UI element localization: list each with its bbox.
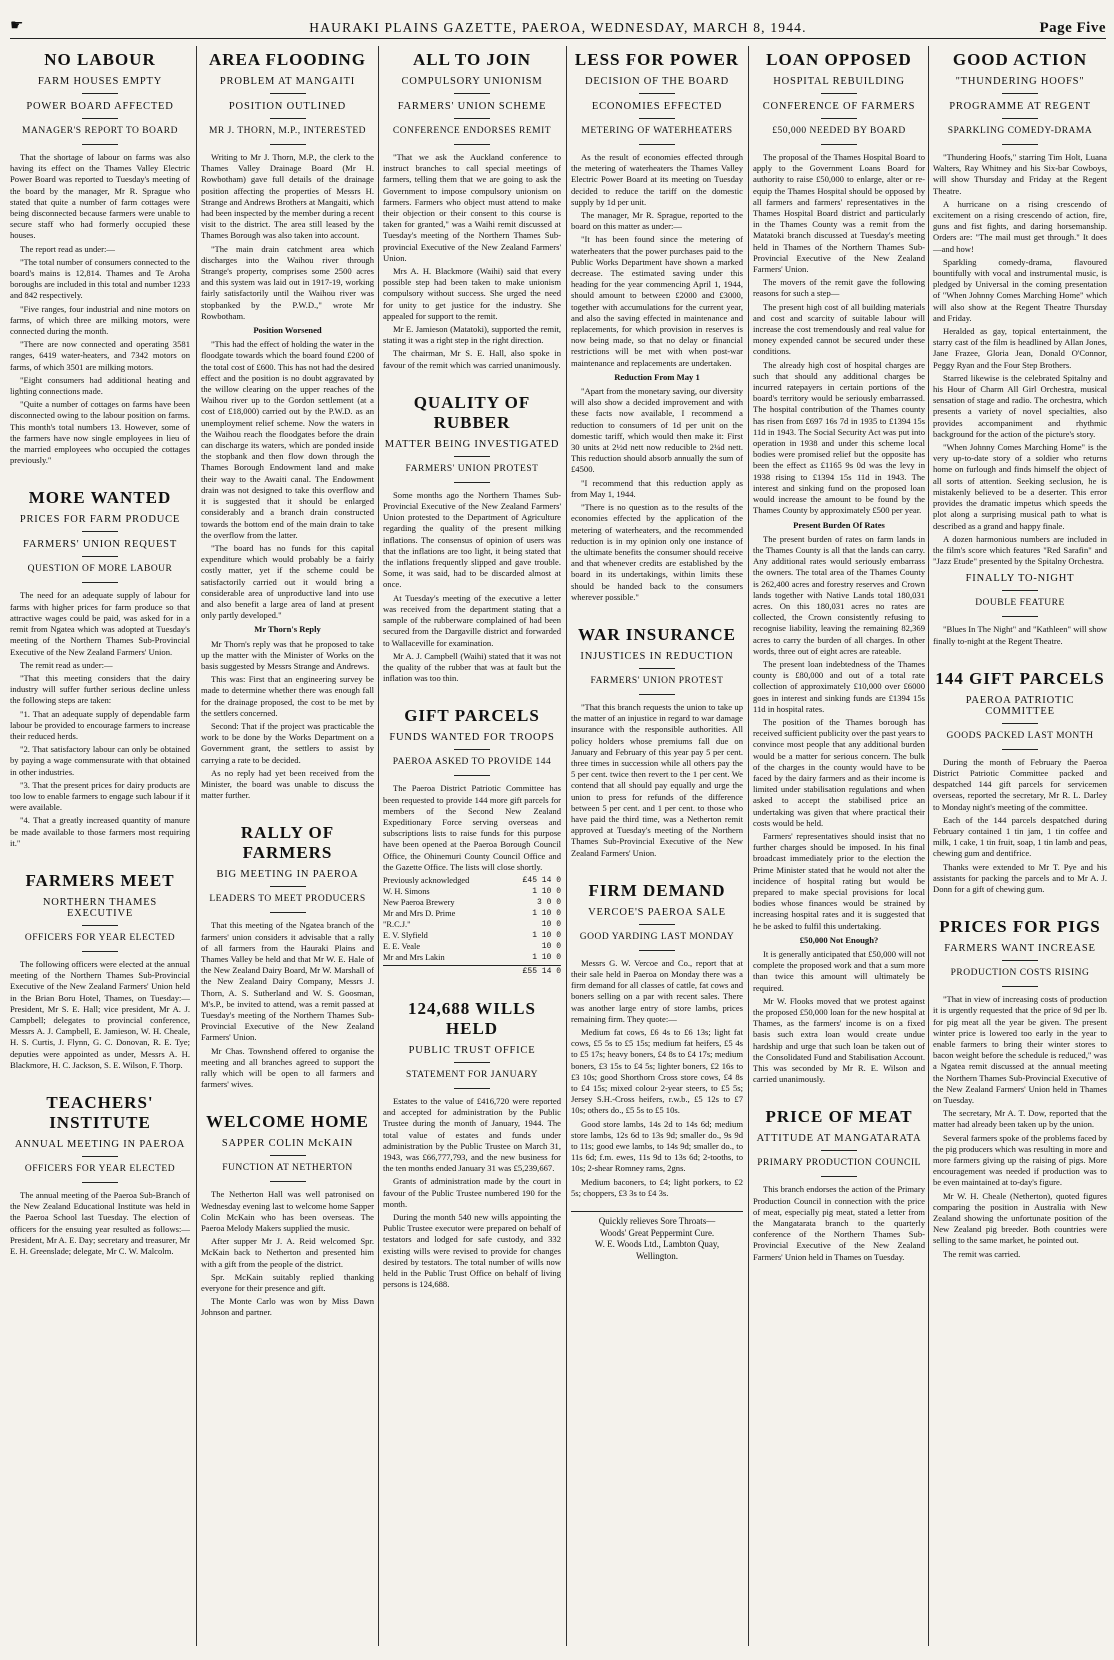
advert-line: Wellington.: [635, 1250, 679, 1261]
divider-rule: [270, 144, 306, 145]
article-paragraph: Some months ago the Northern Thames Sub-Provincial Executive of the New Zealand Farmers' Union protested to the Department of Agriculture regarding the quality of the present milking inflations. The consensus of opinion of users was that the inflations are too light, it being stated that the inflations frequently slipped and gave trouble. Some, it was said, had to be discarded almost at once.: [383, 489, 561, 590]
article-paragraph: "Blues In The Night" and "Kathleen" will show finally to-night at the Regent Theatre.: [933, 624, 1107, 646]
article-body: [201, 920, 374, 1090]
divider-rule: [82, 531, 118, 532]
article: [571, 881, 743, 1199]
article-body: [10, 590, 190, 848]
article-body: [383, 1096, 561, 1290]
article-subheading: GOODS PACKED LAST MONTH: [946, 730, 1094, 741]
article-paragraph: "Eight consumers had additional heating and lighting connections made.: [10, 374, 190, 397]
article-paragraph: Messrs G. W. Vercoe and Co., report that at their sale held in Paeroa on Monday there was a firm demand for all classes of cattle, fat cows and boners selling on a par with recent sales. There was another large entry of store lambs, prices remaining firm. They quote:—: [571, 957, 743, 1024]
article-paragraph: The chairman, Mr S. E. Hall, also spoke in favour of the remit which was carried unanimously.: [383, 348, 561, 370]
article-paragraph: As the result of economies effected through the metering of waterheaters the Thames Valley Electric Power Board at its meeting on Tuesday decided to reduce the tariff on the domestic supply by 1d per unit.: [571, 152, 743, 207]
article-paragraph: "That this branch requests the union to take up the matter of an injustice in regard to war damage insurance with the responsible authorities. All policy holders whose premiums fall due on January and February of this year pay 5 per cent. three times in succession while all others pay the 5 per cent. twice then revert to the 1 per cent. We contend that all should pay equally and urge the union to press for refunds of the difference between 5 per cent. and 1 per cent. to those who have paid the third time, was a Netherton remit approved at Tuesday's meeting of the Northern Thames Sub-Provincial Executive of the New Zealand Farmers' Union.: [571, 701, 743, 858]
article-paragraph: The position of the Thames borough has received sufficient publicity over the past years to convince most people that any additional burden would be a matter for serious concern. The bulk of the charges in the county would have to be faced by the dairy farmers and as their income is limited under stabilisation regulations and when asked to accept the stabilised price an undertaking was given that where practical their costs would be held.: [753, 716, 925, 828]
article-paragraph: The manager, Mr R. Sprague, reported to the board on this matter as under:—: [571, 210, 743, 232]
subscriber-name: E. V. Slyfield: [383, 930, 428, 940]
article-subheading: METERING OF WATERHEATERS: [581, 126, 733, 136]
article-headline: RALLY OF FARMERS: [240, 823, 335, 863]
divider-rule: [82, 556, 118, 557]
article-paragraph: During the month 540 new wills appointing the Public Trustee executor were prepared on behalf of testators and lodged for safe custody, and 332 existing wills were revised to provide for changes desired by testators. The total number of wills now held in the Public Trust Office on behalf of living persons is 124,688.: [383, 1211, 561, 1290]
divider-rule: [454, 1088, 490, 1089]
divider-rule: [1002, 590, 1038, 591]
article-paragraph: "The total number of consumers connected to the board's mains is 12,814. Thames and Te Aroha boroughs are included in this total and number 1233 and 842 respectively.: [10, 256, 190, 301]
subscription-amount: 3 0 0: [536, 897, 561, 907]
article: [753, 50, 925, 1085]
article-body: [201, 1189, 374, 1318]
divider-rule: [82, 582, 118, 583]
subscription-amount: 10 0: [541, 941, 561, 951]
article-subheading: PRICES FOR FARM PRODUCE: [19, 514, 181, 526]
divider-rule: [821, 1176, 857, 1177]
article-crosshead: Present Burden Of Rates: [793, 519, 885, 530]
article-subheading: FUNCTION AT NETHERTON: [222, 1163, 353, 1174]
subscription-total: £55 14 0: [383, 965, 561, 977]
divider-rule: [82, 1156, 118, 1157]
article-headline: ALL TO JOIN: [412, 50, 532, 69]
article-body: [383, 783, 561, 873]
article-paragraph: The remit was carried.: [943, 1248, 1021, 1259]
article-paragraph: Medium baconers, to £4; light porkers, to £2 5s; choppers, £3 3s to £4 3s.: [571, 1176, 743, 1198]
divider-rule: [270, 1181, 306, 1182]
subscription-row: [383, 919, 561, 930]
article-paragraph: The annual meeting of the Paeroa Sub-Branch of the New Zealand Educational Institute was held in the Paeroa School last Tuesday. The election of officers for the ensuing year resulted as follows:—President, Mr A. E. Day; secretary and treasurer, Mr E. H. Greenslade; delegate, Mr C. W. Malcolm.: [10, 1189, 190, 1256]
subscription-row: [383, 886, 561, 897]
masthead-title: HAURAKI PLAINS GAZETTE, PAEROA, WEDNESDAY, MARCH 8, 1944.: [309, 20, 807, 35]
column-2: [196, 46, 378, 1646]
divider-rule: [639, 144, 675, 145]
article-paragraph: "This had the effect of holding the water in the floodgate towards which the board found £200 of the total cost of £600. This has not had the desired effect and the position is no doubt aggravated by the willow clearing on the upper reaches of the Waihou river up to the Gordon settlement (at a cost of £18,000) carried out by the P.W.D. as an unemployment relief scheme. Now the waters in the Waihou reach the floodgates before the drain can discharge its waters, which are ponded inside the stopbank and then flow down through the Thames Borough Endowment land and make their way to the Awaiti canal. The Endowment drain was not designed to take this overflow and it is suggested that it should be enlarged considerably and a branch drain constructed towards the bottom end of the main drain to take the overflow from the latter.: [201, 339, 374, 540]
article-paragraph: Second: That if the project was practicable the work to be done by the Works Department on a Government grant, the settlers to assist by carrying a rate to be decided.: [201, 720, 374, 765]
subscription-amount: 1 10 0: [532, 886, 561, 896]
divider-rule: [454, 144, 490, 145]
divider-rule: [270, 118, 306, 119]
column-3: [378, 46, 565, 1646]
article-subheading: OFFICERS FOR YEAR ELECTED: [24, 1163, 176, 1174]
article-body: [753, 1184, 925, 1262]
article-paragraph: Mr E. Jamieson (Matatoki), supported the remit, stating it was a right step in the right direction.: [383, 324, 561, 346]
subscriber-name: W. H. Simons: [383, 886, 430, 896]
article-headline: LESS FOR POWER: [574, 50, 740, 69]
subscriber-name: Mr and Mrs Lakin: [383, 952, 445, 962]
article-paragraph: Sparkling comedy-drama, flavoured bountifully with vocal and instrumental music, is pledged by Universal in the coming presentation of "When Johnny Comes Marching Home" which will also show at the Regent Theatre Thursday and Friday.: [933, 256, 1107, 323]
article-paragraph: Mr Chas. Townshend offered to organise the meeting and all branches agreed to support the rally which will be open to all farmers and farmers' wives.: [201, 1045, 374, 1090]
article: [383, 50, 561, 371]
article-crosshead: Mr Thorn's Reply: [254, 624, 321, 635]
article-body: [571, 152, 743, 603]
article-subheading: MANAGER'S REPORT TO BOARD: [22, 126, 178, 136]
article-paragraph: The present burden of rates on farm lands in the Thames County is all that the lands can carry. Any additional rates would seriously embarrass the owners. The total area of the Thames County is 262,400 acres and forestry reserves and Crown lands together with Native Lands total 180,031 acres. On this 180,031 acres no rates are collected, the Crown consistently refusing to recognise liability, leaving the remaining 82,369 acres to carry the burden of all charges. In other words, three out of eight acres are rateable.: [753, 533, 925, 656]
divider-rule: [639, 924, 675, 925]
article-paragraph: "3. That the present prices for dairy products are too low to enable farmers to engage such labour if it were available.: [10, 779, 190, 813]
article-body: [201, 152, 374, 801]
article-body: [933, 994, 1107, 1260]
article-paragraph: The secretary, Mr A. T. Dow, reported that the matter had already been taken up by the union.: [933, 1108, 1107, 1130]
divider-rule: [639, 118, 675, 119]
article-paragraph: The present loan indebtedness of the Thames county is £80,000 and out of a total rate collection of approximately £10,000 over £6000 goes in interest and sinking funds are £1394 15s 11d in hospital rates.: [753, 658, 925, 714]
article-paragraph: "Five ranges, four industrial and nine motors on farms, of which three are milking motors, were connected during the month.: [10, 303, 190, 337]
article-headline: QUALITY OF RUBBER: [413, 392, 531, 432]
article: [571, 50, 743, 603]
article-headline: FIRM DEMAND: [588, 880, 726, 900]
subscription-amount: 1 10 0: [532, 930, 561, 940]
article: [933, 669, 1107, 895]
article-paragraph: "That this meeting considers that the dairy industry will suffer further serious decline unless the following steps are taken:: [10, 672, 190, 706]
article-subheading: FARMERS' UNION PROTEST: [590, 675, 724, 686]
article-headline: FARMERS MEET: [25, 870, 175, 890]
article-headline: 124,688 WILLS HELD: [408, 998, 536, 1038]
article-body: [933, 757, 1107, 895]
article-subheading: PAEROA PATRIOTIC COMMITTEE: [965, 694, 1075, 717]
article-paragraph: The Monte Carlo was won by Miss Dawn Johnson and partner.: [201, 1296, 374, 1318]
article: [933, 50, 1107, 567]
article-subheading: LEADERS TO MEET PRODUCERS: [209, 894, 366, 905]
article-paragraph: As no reply had yet been received from the Minister, the board was unable to discuss the matter further.: [201, 767, 374, 801]
article-subheading: MR J. THORN, M.P., INTERESTED: [208, 126, 367, 136]
divider-rule: [82, 144, 118, 145]
article-subheading: PRODUCTION COSTS RISING: [950, 968, 1090, 979]
divider-rule: [454, 93, 490, 94]
subscriber-name: E. E. Veale: [383, 941, 421, 951]
article-paragraph: Mr A. J. Campbell (Waihi) stated that it was not the quality of the rubber that was at fault but the inflation was too thin.: [383, 650, 561, 684]
article: [933, 573, 1107, 646]
article: [10, 1093, 190, 1257]
column-6: [928, 46, 1107, 1646]
divider-rule: [270, 93, 306, 94]
article-subheading: "THUNDERING HOOFS": [955, 76, 1085, 87]
divider-rule: [1002, 749, 1038, 750]
article-subheading: FARM HOUSES EMPTY: [37, 76, 163, 87]
article-paragraph: The Netherton Hall was well patronised on Wednesday evening last to welcome home Sapper Colin McKain who has been overseas. The Paeroa Melody Makers supplied the music.: [201, 1189, 374, 1234]
article-paragraph: "2. That satisfactory labour can only be obtained by paying a wage commensurate with that obtained in other industries.: [10, 744, 190, 777]
article-crosshead: Reduction From May 1: [614, 371, 700, 382]
article-paragraph: This was: First that an engineering survey be made to determine whether there was enough fall for the drainage proposed, the cost to be met by the settlers concerned.: [201, 674, 374, 718]
article-subheading: GOOD YARDING LAST MONDAY: [579, 931, 735, 942]
article-paragraph: After supper Mr J. A. Reid welcomed Spr. McKain back to Netherton and presented him with a gift from the people of the district.: [201, 1236, 374, 1269]
article-paragraph: This branch endorses the action of the Primary Production Council in connection with the price of meat, especially pig meat, stated a letter from the Mangatarata branch to the quarterly conference of the Northern Thames Sub-Provincial Executive of the New Zealand Farmers' Union held in Thames on Tuesday.: [753, 1184, 925, 1262]
column-4: [566, 46, 747, 1646]
article-subheading: PUBLIC TRUST OFFICE: [408, 1044, 536, 1056]
article-subheading: PRIMARY PRODUCTION COUNCIL: [757, 1158, 921, 1169]
divider-rule: [1002, 144, 1038, 145]
divider-rule: [270, 886, 306, 887]
subscription-row: [383, 952, 561, 963]
article-body: [383, 152, 561, 371]
article-subheading: CONFERENCE ENDORSES REMIT: [392, 126, 552, 136]
article-paragraph: The remit read as under:—: [20, 659, 113, 670]
article-subheading: FARMERS' UNION REQUEST: [22, 539, 178, 551]
article-subheading: INJUSTICES IN REDUCTION: [580, 650, 734, 662]
divider-rule: [454, 1062, 490, 1063]
article-paragraph: "I recommend that this reduction apply as from May 1, 1944.: [571, 477, 743, 499]
divider-rule: [454, 456, 490, 457]
divider-rule: [639, 93, 675, 94]
article: [383, 999, 561, 1290]
advert-line: Quickly relieves Sore Throats—: [598, 1216, 716, 1227]
subscription-row: [383, 941, 561, 952]
advert-line: Woods' Great Peppermint Cure.: [599, 1227, 715, 1238]
article: [10, 488, 190, 848]
article-subheading: STATEMENT FOR JANUARY: [405, 1069, 539, 1080]
article-paragraph: The present high cost of all building materials and cost and scarcity of suitable labour will increase the cost tremendously and real value for money expended cannot be secured under these conditions.: [753, 301, 925, 357]
article-paragraph: "There are now connected and operating 3581 ranges, 6419 water-heaters, and 7342 motors on farms, of which 3501 are milking motors.: [10, 339, 190, 372]
article-paragraph: "4. That a greatly increased quantity of manure be made available to those farmers most requiring it.": [10, 815, 190, 848]
article-paragraph: Mr Thorn's reply was that he proposed to take up the matter with the Minister of Works on the basis suggested by Messrs Strange and Andrews.: [201, 638, 374, 671]
columns: [10, 46, 1106, 1646]
article-paragraph: "Apart from the monetary saving, our diversity will also show a decided improvement and with these facts now available, I recommend a reduction to consumers of 1d per unit on the domestic tariff, which would then make it: First 30 units at 2½d nett now reducible to 2¼d nett. This reduction should absorb annually the sum of £4500.: [571, 386, 743, 475]
article-paragraph: Spr. McKain suitably replied thanking everyone for their presence and gift.: [201, 1271, 374, 1294]
article-headline: AREA FLOODING: [208, 50, 367, 69]
divider-rule: [270, 912, 306, 913]
article-headline: TEACHERS' INSTITUTE: [46, 1092, 154, 1132]
article-body: [753, 152, 925, 1085]
column-1: [10, 46, 194, 1646]
divider-rule: [454, 118, 490, 119]
divider-rule: [821, 93, 857, 94]
divider-rule: [82, 93, 118, 94]
article-paragraph: Grants of administration made by the court in favour of the Public Trustee numbered 190 for the month.: [383, 1176, 561, 1209]
article-paragraph: Starred likewise is the celebrated Spitalny and his Hour of Charm All Girl Orchestra, musical sensation of stage and radio. The orchestra, which presents a variety of novel specialties, also provides accompaniment and rhythmic background for the action of the picture's story.: [933, 372, 1107, 439]
article-subheading: FARMERS WANT INCREASE: [944, 943, 1096, 955]
subscription-amount: £45 14 0: [522, 875, 561, 885]
page-number: Page Five: [1039, 20, 1106, 36]
article-paragraph: Each of the 144 parcels despatched during February contained 1 tin jam, 1 tin coffee and milk, 1 cake, 1 tin fruit, soap, 1 tin lamb and peas, chewing gum and dentifrice.: [933, 814, 1107, 859]
divider-rule: [270, 1155, 306, 1156]
subscription-row: [383, 908, 561, 919]
article-paragraph: That the shortage of labour on farms was also having its effect on the Thames Valley Electric Power Board was reported to Tuesday's meeting of the board by the manager, Mr R. Sprague who stated that quite a number of farm cottages were being disconnected because farmers were unable to secure staff who had formerly occupied these houses.: [10, 152, 190, 241]
divider-rule: [454, 775, 490, 776]
article: [10, 871, 190, 1071]
article-subheading: PROBLEM AT MANGAITI: [219, 76, 356, 87]
divider-rule: [1002, 118, 1038, 119]
article: [753, 1107, 925, 1262]
article-subheading: FUNDS WANTED FOR TROOPS: [389, 732, 555, 744]
article-subheading: NORTHERN THAMES EXECUTIVE: [42, 896, 158, 919]
article-crosshead: £50,000 Not Enough?: [799, 934, 879, 945]
article-headline: GOOD ACTION: [952, 50, 1088, 69]
article: [383, 706, 561, 977]
advertisement: [571, 1211, 743, 1262]
article-paragraph: The need for an adequate supply of labour for farms with higher prices for farm produce so that attractive wages could be paid, was asked for in a remit from Ngatea which was adopted at Tuesday's meeting of the Northern Thames Sub-Provincial Executive of the New Zealand Farmers' Union.: [10, 590, 190, 657]
article-paragraph: The following officers were elected at the annual meeting of the Northern Thames Sub-Provincial Executive of the New Zealand Farmers' Union held in the Brian Boru Hotel, Thames, on Tuesday:—President, Mr S. E. Hall; vice president, Mr A. J. Campbell; delegates to provincial conference, Messrs A. J. Campbell, E. Jamieson, W. H. Cheale, H. S. Curtis, J. Flynn, G. C. Donovan, R. E. Tye; deputies were appointed as under, Messrs A. H. Blackmore, H. C. Jackson, S. E. Wilson, F. Thorp.: [10, 958, 190, 1070]
divider-rule: [82, 925, 118, 926]
divider-rule: [82, 1182, 118, 1183]
masthead: [10, 6, 1106, 39]
article-subheading: FINALLY TO-NIGHT: [965, 573, 1075, 585]
divider-rule: [1002, 616, 1038, 617]
article: [201, 50, 374, 801]
article-subheading: BIG MEETING IN PAEROA: [216, 869, 359, 881]
subscription-amount: 1 10 0: [532, 952, 561, 962]
article-paragraph: "1. That an adequate supply of dependable farm labour be provided to encourage farmers to increase their reduced herds.: [10, 708, 190, 741]
article-paragraph: A dozen harmonious numbers are included in the film's score which features "Red Sarafin" and "Jazz Etude" presented by the Spitalny Orchestra.: [933, 533, 1107, 567]
divider-rule: [821, 118, 857, 119]
divider-rule: [1002, 986, 1038, 987]
article-subheading: ECONOMIES EFFECTED: [591, 101, 723, 112]
article-paragraph: "That we ask the Auckland conference to instruct branches to call special meetings of farmers, telling them that we are going to ask the Government to impose compulsory unionism on farmers. Farmers who object must attend to make their objection or their consent to this course is taken for granted," was a Waihi remit discussed at Tuesday's meeting of the Northern Thames Sub-provincial Executive of the New Zealand Farmers' Union.: [383, 152, 561, 263]
article-paragraph: A hurricane on a rising crescendo of excitement on a rising crescendo of action, fire, guns and fist fights, and daring horsemanship. Orders are: "The mail must get through." It does—and how!: [933, 198, 1107, 254]
article-subheading: ATTITUDE AT MANGATARATA: [756, 1133, 922, 1145]
article-body: [933, 152, 1107, 567]
article-subheading: PAEROA ASKED TO PROVIDE 144: [392, 757, 552, 768]
article-paragraph: "When Johnny Comes Marching Home" is the very up-to-date story of a soldier who returns home on furlough and finds himself the object of all sorts of attention. Seeking seclusion, he is mistakenly believed to be a deserter. This error provides the dramatic impetus which speeds the plot along a surprising musical path to what is described as a grand and happy finale.: [933, 442, 1107, 531]
article-subheading: FARMERS' UNION SCHEME: [397, 101, 547, 112]
article-paragraph: "It has been found since the metering of waterheaters that the power purchases paid to the Public Works Department have shown a marked decrease. The estimated saving under this heading for the year commencing April 1, 1944, should amount to between £2000 and £3000, together with accumulations for the current year, and also the saving effected in maintenance and replacements, for which provision in reserves is now being made, so that no delay or financial restrictions will be met with when post-war maintenance and replacements are undertaken.: [571, 234, 743, 368]
article-paragraph: "Thundering Hoofs," starring Tim Holt, Luana Walters, Ray Whitney and his Six-bar Cowboys, will show Thursday and Friday at the Regent Theatre.: [933, 152, 1107, 196]
article-subheading: QUESTION OF MORE LABOUR: [27, 564, 173, 575]
divider-rule: [639, 950, 675, 951]
article-subheading: POWER BOARD AFFECTED: [26, 101, 174, 112]
article-body: [571, 958, 743, 1199]
article-body: [10, 1190, 190, 1257]
article: [383, 393, 561, 684]
article-paragraph: It is generally anticipated that £50,000 will not complete the proposed work and that a sum more than twice this amount will ultimately be required.: [753, 949, 925, 993]
article-paragraph: The report read as under:—: [20, 243, 115, 254]
article-headline: NO LABOUR: [44, 50, 156, 69]
article-subheading: SAPPER COLIN McKAIN: [221, 1138, 354, 1150]
article-paragraph: The Paeroa District Patriotic Committee has been requested to provide 144 more gift parcels for members of the Second New Zealand Expeditionary Force serving overseas and subscriptions lists to raise funds for this purpose have been opened at the Paeroa Borough Council Office, the Ohinemuri County Council Office and the Gazette Office. The lists will close shortly.: [383, 783, 561, 872]
article-subheading: DOUBLE FEATURE: [975, 598, 1065, 609]
article-body: [383, 490, 561, 684]
article-paragraph: The proposal of the Thames Hospital Board to apply to the Government Loans Board for authority to raise £50,000 to enlarge, alter or re-equip the Thames Hospital should be opposed by all farmers and farmers' representatives in the Thames Hospital Board district and particularly in the Thames County was a remit from the Matatoki branch discussed at Tuesday's meeting held in Thames of the Northern Thames Sub-Provincial Executive of the New Zealand Farmers' Union.: [753, 152, 925, 275]
article-body: [10, 152, 190, 466]
article-paragraph: "That in view of increasing costs of production it is urgently requested that the price of 9d per lb. for pig meat all the year be given. The present winter price is lowered too early in the year to enable farmers to bring their winter stores to bacon weight before the schedule is reduced," was a Ngatea remit discussed at the annual meeting the Northern Thames Sub-Provincial Executive of the New Zealand Farmers' Union held in Thames on Tuesday.: [933, 994, 1107, 1105]
article-subheading: CONFERENCE OF FARMERS: [762, 101, 916, 112]
divider-rule: [1002, 93, 1038, 94]
subscriber-name: "R.C.J.": [383, 919, 411, 929]
article-headline: PRICES FOR PIGS: [939, 917, 1101, 937]
article-body: [933, 624, 1107, 646]
divider-rule: [639, 694, 675, 695]
article: [201, 1112, 374, 1318]
subscription-row: [383, 875, 561, 886]
article-paragraph: The movers of the remit gave the following reasons for such a step—: [753, 277, 925, 299]
article-paragraph: Estates to the value of £416,720 were reported and accepted for administration by the Public Trustee during the month of January, 1944. The total value of estates and funds under administration by the Public Trustee on March 31, 1943, was £66,777,793, and the new business for the ten months ended January 31 was £5,239,667.: [383, 1095, 561, 1174]
divider-rule: [1002, 960, 1038, 961]
article-paragraph: At Tuesday's meeting of the executive a letter was received from the department stating that a sample of the rubberware complained of had been secured from the Dargaville district and forwarded to Wallaceville for examination.: [383, 592, 561, 648]
article-subheading: POSITION OUTLINED: [228, 101, 347, 112]
subscription-list: [383, 875, 561, 977]
divider-rule: [82, 118, 118, 119]
article-subheading: SPARKLING COMEDY-DRAMA: [947, 126, 1093, 136]
article-headline: PRICE OF MEAT: [765, 1107, 913, 1127]
subscriber-name: New Paeroa Brewery: [383, 897, 455, 907]
divider-rule: [639, 668, 675, 669]
article-paragraph: Several farmers spoke of the problems faced by the pig producers which was resulting in more and more farmers giving up the raising of pigs. More encouragement was needed if production was to be even maintained at to-day's figure.: [933, 1132, 1107, 1188]
article-paragraph: Mrs A. H. Blackmore (Waihi) said that every possible step had been taken to make unionism compulsory without success. She urged the need for unity to get justice for the industry. She appealed for support to the remit.: [383, 266, 561, 321]
article-body: [10, 959, 190, 1071]
article-paragraph: That this meeting of the Ngatea branch of the farmers' union considers it advisable that a rally of all farmers from the Hauraki Plains and Thames Valley be held and that Mr W. E. Hale of the New Zealand Dairy Board, Mr W. Marshall of the New Zealand Dairy Company, Messrs J. Thorn, A. S. Sutherland and W. S. Goosman, M's.P., be invited to attend, was a remit passed at Tuesday's meeting of the Northern Thames Sub-Provincial Executive of the New Zealand Farmers' Union.: [201, 920, 374, 1043]
article-paragraph: Writing to Mr J. Thorn, M.P., the clerk to the Thames Valley Drainage Board (Mr H. Rowbotham) gave full details of the drainage position affecting the properties of Messrs H. Strange and Andrews Brothers at Mangaiti, which had been inspected by the member during a recent visit to the district. The area still leased by the Thames Borough was also taken into account.: [201, 152, 374, 241]
divider-rule: [454, 482, 490, 483]
article-headline: MORE WANTED: [28, 488, 172, 508]
article: [571, 625, 743, 859]
article-paragraph: "There is no question as to the results of the economies effected by the application of the metering of waterheaters, and the recommended reduction is in my opinion only one instance of the ultimate benefits the consumer should receive and that whenever credits are established by the board in its undertakings, within limits these should be handed back to the consumers wherever possible.": [571, 502, 743, 602]
article-subheading: DECISION OF THE BOARD: [584, 76, 730, 87]
article-headline: GIFT PARCELS: [404, 706, 540, 726]
article-paragraph: "Quite a number of cottages on farms have been disconnected owing to the labour position on farms. This month's total numbers 13. However, some of the farmers have now single employees in lieu of the married employees who occupied the cottages previously.": [10, 399, 190, 466]
article-paragraph: During the month of February the Paeroa District Patriotic Committee packed and despatched 144 gift parcels for servicemen overseas, reported the secretary, Mr R. L. Darley to Monday night's meeting of the committee.: [933, 756, 1107, 812]
article-headline: LOAN OPPOSED: [766, 50, 912, 69]
article-paragraph: "The board has no funds for this capital expenditure which would probably be a fairly costly matter, yet if the scheme could be satisfactorily carried out it would bring a considerable area of unproductive land into use and also benefit a large area of land at present only partly developed.": [201, 542, 374, 621]
divider-rule: [821, 1150, 857, 1151]
article-subheading: COMPULSORY UNIONISM: [401, 76, 543, 87]
article-subheading: VERCOE'S PAEROA SALE: [588, 906, 726, 918]
subscription-amount: 1 10 0: [532, 908, 561, 918]
article-subheading: OFFICERS FOR YEAR ELECTED: [24, 932, 176, 943]
article-headline: 144 GIFT PARCELS: [935, 668, 1105, 688]
article-paragraph: Heralded as gay, topical entertainment, the starry cast of the film is headlined by Allan Jones, Jane Frazee, Gloria Jean, Donald O'Connor, Peggy Ryan and the Four Step Brothers.: [933, 326, 1107, 370]
article: [933, 917, 1107, 1260]
subscriber-name: Mr and Mrs D. Prime: [383, 908, 456, 918]
article-paragraph: Good store lambs, 14s 2d to 14s 6d; medium store lambs, 12s 6d to 13s 9d; smaller do., 9s 9d to 11s; good ewe lambs, to 14s 9d; smaller do., to 11s 6d; f.m. ewes, 11s 9d to 13s 6d; 2-tooths, to 10s; 2-shear Romney rams, 2gns.: [571, 1118, 743, 1174]
article-subheading: FARMERS' UNION PROTEST: [405, 463, 539, 474]
article-body: [571, 702, 743, 859]
divider-rule: [821, 144, 857, 145]
article: [10, 50, 190, 466]
article-paragraph: The already high cost of hospital charges are such that should any additional charges be incurred ratepayers in certain portions of the board's territory would be seriously embarrassed. The hospital contribution of the Thames county has risen from £697 16s 7d in 1935 to £1394 15s 11d in 1943. The Social Security Act was put into operation in 1938 and under this scheme local bodies were promised relief but the opposite has been the effect as £1165 9s 0d was the levy in 1938 rising to £1394 15s 11d in 1943. The interest and sinking fund on the proposed loan would increase the amount to be found by the Thames County by approximately £500 per year.: [753, 359, 925, 516]
subscription-row: [383, 897, 561, 908]
article-subheading: £50,000 NEEDED BY BOARD: [772, 126, 906, 136]
column-5: [748, 46, 929, 1646]
divider-rule: [1002, 723, 1038, 724]
divider-rule: [454, 749, 490, 750]
article-subheading: MATTER BEING INVESTIGATED: [384, 438, 560, 450]
article: [201, 823, 374, 1090]
article-paragraph: Medium fat cows, £6 4s to £6 13s; light fat cows, £5 5s to £5 15s; medium fat heifers, £5 4s to £5 17s; heavy boners, £4 8s to £4 17s; medium boners, £3 15s to £4 5s; lighter boners, £2 16s to £3 10s; good Shorthorn Cross store cows, £4 8s to £4 15s; mixed colour 2-year steers, to £5 5s; Jersey S.H.-Cross heifers, r.w.b., £5 12s to £7 10s; others do., £5 5s to £5 10s.: [571, 1026, 743, 1116]
article-headline: WELCOME HOME: [206, 1112, 369, 1132]
article-paragraph: Mr W. H. Cheale (Netherton), quoted figures comparing the position in Australia with New Zealand showing the unfortunate position of the New Zealand pig breeder. Both countries were selling to the same market, he pointed out.: [933, 1190, 1107, 1246]
newspaper-page: [10, 6, 1106, 1646]
subscriber-name: Previously acknowledged: [383, 875, 470, 885]
pointing-hand-icon: ☛: [10, 18, 24, 34]
advert-line: W. E. Woods Ltd., Lambton Quay,: [594, 1239, 720, 1250]
article-subheading: HOSPITAL REBUILDING: [773, 76, 905, 87]
article-paragraph: Thanks were extended to Mr T. Pye and his assistants for packing the parcels and to Mr A. J. Donn for a gift of chewing gum.: [933, 861, 1107, 894]
article-paragraph: "The main drain catchment area which discharges into the Waihou river through Strange's property, comprises some 2500 acres and this system was laid out in 1917-19, working fairly satisfactorily until the Waihou river was stopbanked by the P.W.D.," wrote Mr Rowbotham.: [201, 243, 374, 321]
article-headline: WAR INSURANCE: [578, 624, 736, 644]
article-subheading: PROGRAMME AT REGENT: [949, 101, 1091, 112]
article-subheading: ANNUAL MEETING IN PAEROA: [14, 1138, 186, 1150]
article-crosshead: Position Worsened: [253, 325, 322, 336]
subscription-row: [383, 930, 561, 941]
subscription-amount: 10 0: [541, 919, 561, 929]
divider-rule: [82, 951, 118, 952]
article-paragraph: Farmers' representatives should insist that no further charges should be imposed. In his final broadcast immediately prior to the election the Prime Minister stated that he would not alter the incidence of hospital rating but would be prepared to make special provisions for local bodies whose finances would be strained by increasing hospital rates and it is suggested that he be asked to fulfil this undertaking.: [753, 830, 925, 931]
article-paragraph: Mr W. Flooks moved that we protest against the proposed £50,000 loan for the new hospital at Thames, as the farmers' income is on a fixed basis such extra loan would create undue hardship and urge that such loan be taken out of the Consolidated Fund and Stabilisation Account. This was seconded by Mr R. E. Wilson and carried unanimously.: [753, 995, 925, 1085]
